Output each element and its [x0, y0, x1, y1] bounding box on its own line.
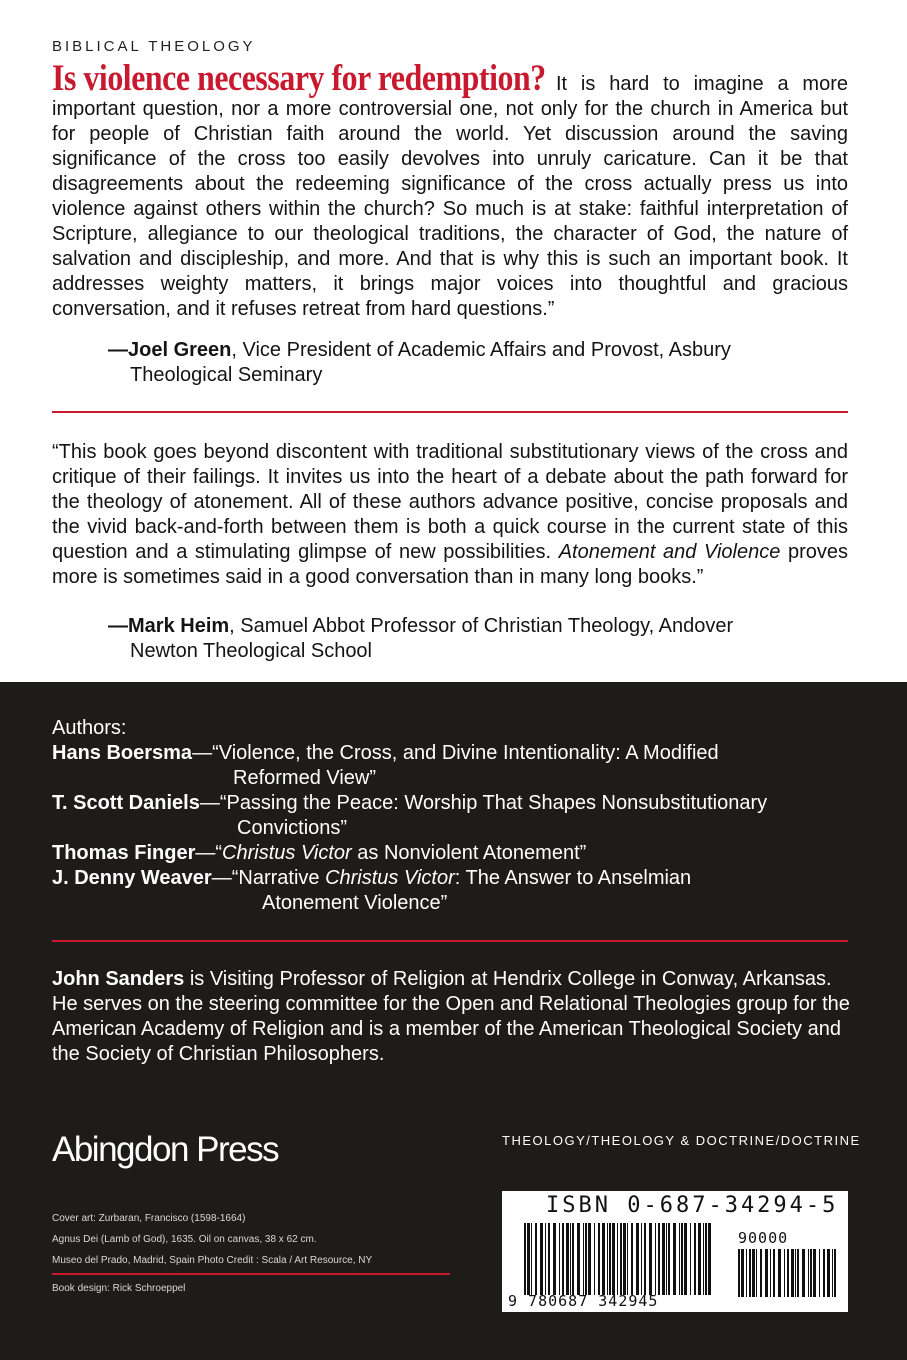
author-name: J. Denny Weaver — [52, 867, 212, 889]
quote-1-attribution — [108, 338, 731, 363]
barcode-bar — [694, 1223, 696, 1295]
barcode-bar — [703, 1223, 704, 1295]
barcode-bar — [778, 1249, 781, 1297]
barcode-bar — [698, 1223, 701, 1295]
barcode-bar — [649, 1223, 652, 1295]
editor-bio — [52, 967, 852, 1067]
publisher-logo: Abingdon Press — [52, 1130, 279, 1169]
credit-line: Museo del Prado, Madrid, Spain Photo Credit : Scala / Art Resource, NY — [52, 1255, 373, 1266]
barcode-bar — [623, 1223, 626, 1295]
authors-heading: Authors: — [52, 717, 127, 739]
barcode-bar — [765, 1249, 768, 1297]
barcode-bar — [802, 1249, 805, 1297]
chapter-title-cont: Reformed View” — [233, 767, 377, 789]
barcode-bar — [827, 1249, 830, 1297]
book-title: Atonement and Violence — [558, 541, 781, 563]
barcode-bar — [535, 1223, 537, 1295]
quote-2-attribution-line2: Newton Theological School — [130, 640, 373, 662]
chapter-title-end: : The Answer to Anselmian — [454, 867, 692, 889]
quote-2-author-title: , Samuel Abbot Professor of Christian Theology, Andover — [229, 615, 734, 637]
barcode-bar — [612, 1223, 615, 1295]
barcode-bar — [655, 1223, 656, 1295]
chapter-title-italic: Christus Victor — [325, 867, 455, 889]
barcode-bar — [666, 1223, 667, 1295]
barcode-bar — [784, 1249, 785, 1297]
barcode-bar — [627, 1223, 628, 1295]
barcode-bar — [681, 1223, 683, 1295]
barcode-bar — [577, 1223, 580, 1295]
barcode-bar — [644, 1223, 646, 1295]
quote-2-attribution — [108, 614, 733, 639]
quote-1-body: It is hard to imagine a more important question, nor a more controversial one, not only for the church in America but for people of Christian faith around the world. Yet discussion around the saving significance of the cross too easily devolves into unruly caricature. Can it be that disagreements about the redeeming significance of the cross actually press us into violence against others within the church? So much is at stake: faithful interpretation of Scripture, allegiance to our theological traditions, the character of God, the nature of salvation and discipleship, and more. And that is why this is such an important book. It addresses weighty matters, it brings major voices into thoughtful and gracious conversation, and it refuses retreat from hard questions.” — [52, 73, 848, 320]
ean-barcode — [524, 1223, 714, 1295]
chapter-title: —“ — [195, 842, 223, 864]
barcode-bar — [609, 1223, 611, 1295]
barcode-bar — [559, 1223, 560, 1295]
barcode-bar — [738, 1249, 740, 1297]
subject-category: THEOLOGY/THEOLOGY & DOCTRINE/DOCTRINE — [502, 1133, 861, 1148]
barcode-bar — [588, 1223, 591, 1295]
chapter-title-cont: Atonement Violence” — [262, 892, 448, 914]
barcode-bar — [752, 1249, 755, 1297]
author-name: T. Scott Daniels — [52, 792, 200, 814]
barcode-bar — [598, 1223, 600, 1295]
author-name: Hans Boersma — [52, 742, 193, 764]
barcode-bar — [760, 1249, 762, 1297]
barcode-bar — [566, 1223, 569, 1295]
barcode-bar — [617, 1223, 618, 1295]
quote-1-attribution-line2: Theological Seminary — [130, 364, 323, 386]
author-entry — [52, 791, 852, 816]
barcode-bar — [708, 1223, 711, 1295]
quote-1-author-title: , Vice President of Academic Affairs and Provost, Asbury — [231, 339, 731, 361]
barcode-bar — [679, 1223, 680, 1295]
credit-line: Cover art: Zurbaran, Francisco (1598-1664) — [52, 1213, 246, 1224]
barcode-bar — [540, 1223, 543, 1295]
quote-1-author: —Joel Green — [108, 339, 232, 361]
category-label: BIBLICAL THEOLOGY — [52, 38, 256, 55]
barcode-bar — [662, 1223, 665, 1295]
barcode-bar — [819, 1249, 820, 1297]
barcode-bar — [553, 1223, 556, 1295]
barcode-bar — [797, 1249, 799, 1297]
barcode-bar — [531, 1223, 532, 1295]
barcode-bar — [607, 1223, 608, 1295]
barcode-bar — [690, 1223, 691, 1295]
barcode-bar — [641, 1223, 642, 1295]
chapter-title-italic: Christus Victor — [222, 842, 352, 864]
barcode-bar — [810, 1249, 812, 1297]
barcode-bar — [620, 1223, 622, 1295]
barcode-bar — [562, 1223, 564, 1295]
editor-name: John Sanders — [52, 968, 185, 990]
barcode-bar — [570, 1223, 571, 1295]
barcode-bar — [548, 1223, 550, 1295]
authors-list — [52, 716, 852, 916]
barcode-bar — [834, 1249, 836, 1297]
barcode-bar — [684, 1223, 687, 1295]
barcode-bar — [668, 1223, 670, 1295]
ean-digits: 9 780687 342945 — [508, 1292, 659, 1310]
barcode-bar — [602, 1223, 605, 1295]
barcode-bar — [594, 1223, 595, 1295]
chapter-title: —“Passing the Peace: Worship That Shapes Nonsubstitutionary — [199, 792, 768, 814]
barcode-bar — [631, 1223, 633, 1295]
barcode-box — [502, 1191, 848, 1312]
author-entry — [52, 866, 852, 891]
author-name: Thomas Finger — [52, 842, 196, 864]
barcode-bar — [583, 1223, 584, 1295]
barcode-bar — [545, 1223, 546, 1295]
divider — [52, 411, 848, 413]
chapter-title: —“Violence, the Cross, and Divine Intentionality: A Modified — [192, 742, 719, 764]
barcode-bar — [795, 1249, 796, 1297]
barcode-bar — [658, 1223, 660, 1295]
barcode-bar — [823, 1249, 825, 1297]
editor-bio-text: is Visiting Professor of Religion at Hendrix College in Conway, Arkansas. He serves on the steering committee for the Open and Relational Theologies group for the American Academy of Religion and is a member of the American Theological Society and the Society of Christian Philosophers. — [52, 968, 850, 1065]
endorsement-quote-1 — [52, 58, 848, 322]
barcode-bar — [770, 1249, 771, 1297]
author-entry — [52, 741, 852, 766]
credit-line: Agnus Dei (Lamb of God), 1635. Oil on canvas, 38 x 62 cm. — [52, 1234, 317, 1245]
barcode-bar — [524, 1223, 526, 1295]
quote-2-author: —Mark Heim — [108, 615, 230, 637]
headline: Is violence necessary for redemption? — [52, 58, 546, 99]
barcode-bar — [741, 1249, 744, 1297]
design-credit: Book design: Rick Schroeppel — [52, 1283, 186, 1294]
barcode-bar — [749, 1249, 751, 1297]
quote-2-body-end: proves more is sometimes said in a good conversation than in many long books.” — [52, 541, 848, 588]
barcode-bar — [746, 1249, 747, 1297]
author-entry — [52, 841, 852, 866]
barcode-bar — [705, 1223, 707, 1295]
price-barcode — [738, 1249, 838, 1297]
isbn-text: ISBN 0-687-34294-5 — [546, 1193, 839, 1218]
barcode-bar — [636, 1223, 639, 1295]
barcode-bar — [527, 1223, 530, 1295]
barcode-bar — [756, 1249, 757, 1297]
divider — [52, 940, 848, 942]
barcode-bar — [832, 1249, 833, 1297]
barcode-bar — [791, 1249, 794, 1297]
barcode-bar — [813, 1249, 816, 1297]
barcode-bar — [572, 1223, 574, 1295]
barcode-bar — [673, 1223, 676, 1295]
barcode-bar — [808, 1249, 809, 1297]
quote-2-body: “This book goes beyond discontent with traditional substitutionary views of the cross and critique of their failings. It invites us into the heart of a debate about the path forward for the theology of atonement. All of these authors advance positive, concise proposals and the vivid back-and-forth between them is both a quick course in the current state of this question and a stimulating glimpse of new possibilities. — [52, 441, 848, 563]
barcode-bar — [773, 1249, 775, 1297]
chapter-title: —“Narrative — [211, 867, 326, 889]
barcode-bar — [585, 1223, 587, 1295]
cover-credits — [52, 1208, 372, 1271]
endorsement-quote-2 — [52, 440, 848, 590]
chapter-title-end: as Nonviolent Atonement” — [351, 842, 587, 864]
divider — [52, 1273, 450, 1275]
price-code: 90000 — [738, 1229, 789, 1247]
chapter-title-cont: Convictions” — [237, 817, 348, 839]
barcode-bar — [787, 1249, 789, 1297]
